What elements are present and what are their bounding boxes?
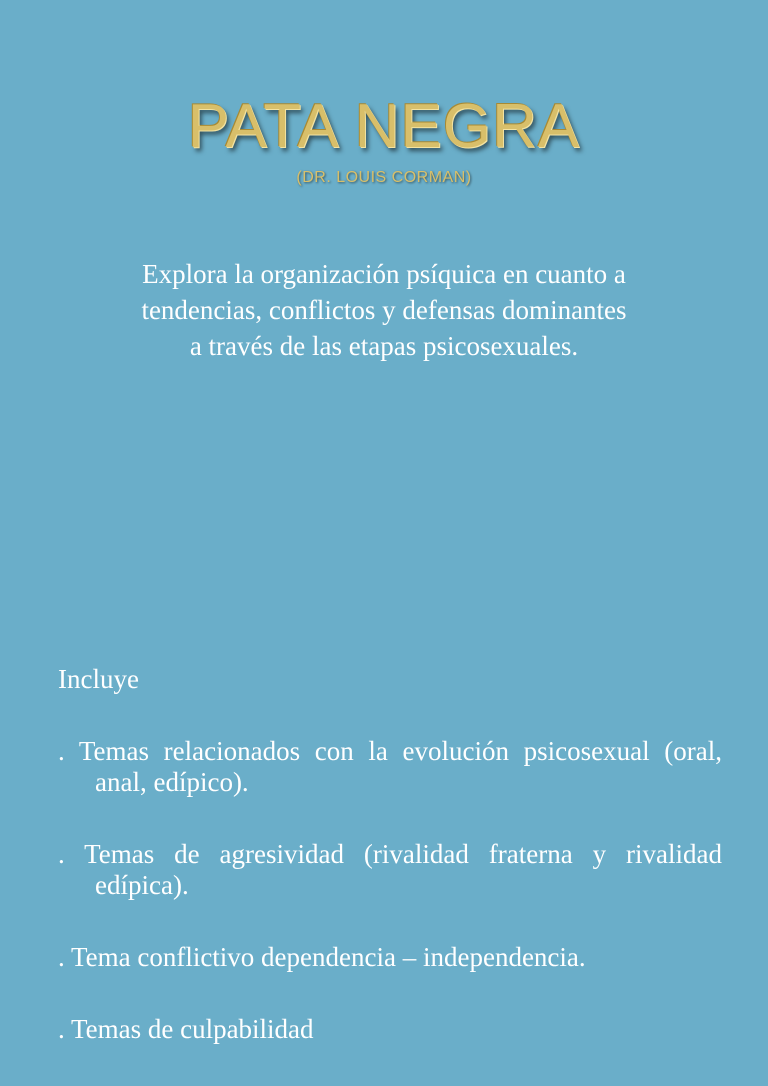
list-item: . Temas relacionados con la evolución psicosexual (oral, anal, edípico). [58, 736, 722, 797]
section-label: Incluye [58, 664, 139, 694]
slide-title: PATA NEGRA [187, 92, 581, 161]
content-section [58, 664, 722, 1086]
list-item: . Temas de agresividad (rivalidad fraterna y rivalidad edípica). [58, 839, 722, 900]
list-item: . Temas de culpabilidad [58, 1014, 314, 1044]
list-item: . Tema conflictivo dependencia – independencia. [58, 942, 586, 972]
slide-subtitle: (DR. LOUIS CORMAN) [296, 169, 472, 186]
intro-paragraph: Explora la organización psíquica en cuanto a tendencias, conflictos y defensas dominantes a través de las etapas psicosexuales. [141, 259, 627, 361]
